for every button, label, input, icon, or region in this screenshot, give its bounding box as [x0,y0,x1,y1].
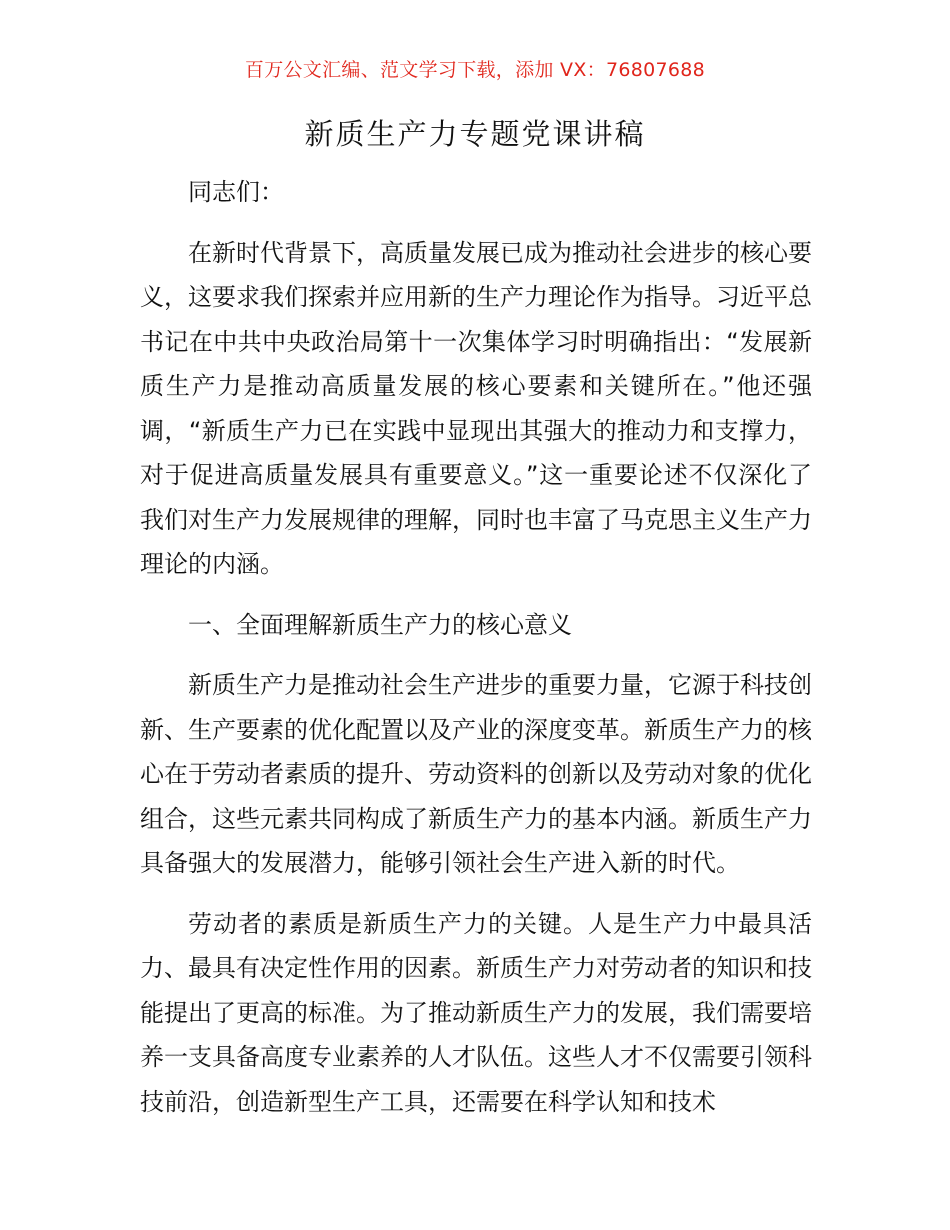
salutation: 同志们： [188,178,284,206]
paragraph-intro: 在新时代背景下，高质量发展已成为推动社会进步的核心要义，这要求我们探索并应用新的生产力理论作为指导。习近平总书记在中共中央政治局第十一次集体学习时明确指出：“发展新质生产力是推动高质量发展的核心要素和关键所在。”他还强调，“新质生产力已在实践中显现出其强大的推动力和支撑力，对于促进高质量发展具有重要意义。”这一重要论述不仅深化了我们对生产力发展规律的理解，同时也丰富了马克思主义生产力理论的内涵。 [140,238,812,578]
document-body [140,170,812,1124]
paragraph-section1-2: 劳动者的素质是新质生产力的关键。人是生产力中最具活力、最具有决定性作用的因素。新质生产力对劳动者的知识和技能提出了更高的标准。为了推动新质生产力的发展，我们需要培养一支具备高度专业素养的人才队伍。这些人才不仅需要引领科技前沿，创造新型生产工具，还需要在科学认知和技术 [140,909,812,1116]
section-heading-1: 一、全面理解新质生产力的核心意义 [188,610,572,639]
header-banner: 百万公文汇编、范文学习下载，添加 VX：76807688 [244,59,706,81]
page-title: 新质生产力专题党课讲稿 [304,117,646,151]
paragraph-section1-1: 新质生产力是推动社会生产进步的重要力量，它源于科技创新、生产要素的优化配置以及产业的深度变革。新质生产力的核心在于劳动者素质的提升、劳动资料的创新以及劳动对象的优化组合，这些元素共同构成了新质生产力的基本内涵。新质生产力具备强大的发展潜力，能够引领社会生产进入新的时代。 [140,671,812,877]
